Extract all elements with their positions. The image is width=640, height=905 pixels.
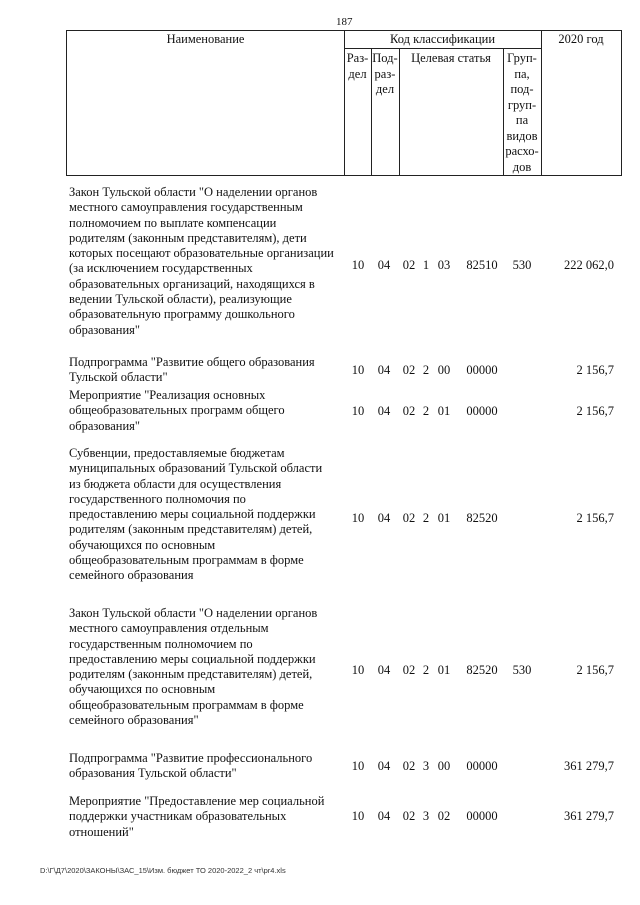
- row-name: Подпрограмма "Развитие общего образования Тульской области": [69, 355, 315, 385]
- row-razdel: 10: [351, 258, 365, 272]
- file-path-footer: D:\Г\Д7\2020\ЗАКОНЫ\ЗАС_15\Изм. бюджет ТО 2020-2022_2 чт\pr4.xls: [40, 866, 286, 875]
- row-cs4: 00000: [466, 404, 498, 418]
- row-amount: 2 156,7: [576, 663, 614, 677]
- row-razdel: 10: [351, 759, 365, 773]
- row-name: Субвенции, предоставляемые бюджетам муниципальных образований Тульской области из бюджета области для осуществления государственного полномочия по предоставлению меры социальной поддержки родителям (законным представителям) детей, обучающихся по основным общеобразовательным программам в форме семейного образования: [69, 446, 323, 583]
- row-cs1: 02: [402, 258, 416, 272]
- row-cs4: 00000: [466, 363, 498, 377]
- row-cs1: 02: [402, 809, 416, 823]
- code-header-divider: [344, 48, 541, 49]
- row-cs3: 02: [437, 809, 451, 823]
- row-cs4: 82520: [466, 663, 498, 677]
- row-cs2: 2: [422, 363, 430, 377]
- row-cs3: 01: [437, 663, 451, 677]
- header-subsection: Под- раз- дел: [372, 51, 398, 96]
- header-name: Наименование: [166, 32, 245, 46]
- row-name: Мероприятие "Реализация основных общеобразовательных программ общего образования": [69, 388, 285, 433]
- row-cs2: 3: [422, 809, 430, 823]
- header-year: 2020 год: [558, 32, 604, 46]
- row-amount: 361 279,7: [564, 809, 614, 823]
- row-vid: 530: [512, 663, 532, 677]
- row-cs1: 02: [402, 663, 416, 677]
- row-cs3: 03: [437, 258, 451, 272]
- row-podrazdel: 04: [377, 258, 391, 272]
- col-divider-year: [541, 31, 542, 175]
- row-podrazdel: 04: [377, 759, 391, 773]
- row-cs3: 01: [437, 511, 451, 525]
- row-podrazdel: 04: [377, 363, 391, 377]
- row-vid: 530: [512, 258, 532, 272]
- row-cs1: 02: [402, 404, 416, 418]
- row-cs4: 00000: [466, 809, 498, 823]
- row-cs3: 00: [437, 363, 451, 377]
- row-amount: 361 279,7: [564, 759, 614, 773]
- row-razdel: 10: [351, 511, 365, 525]
- header-target: Целевая статья: [411, 51, 491, 65]
- row-cs1: 02: [402, 759, 416, 773]
- row-name: Закон Тульской области "О наделении органов местного самоуправления государственным полномочием по выплате компенсации родителям (законным представителям), дети которых посещают образовательные организации (за исключением государственных образовательных организаций, находящихся в ведении Тульской области), реализующие образовательную программу дошкольного образования": [69, 185, 334, 337]
- row-cs2: 2: [422, 511, 430, 525]
- table-header: [66, 30, 622, 176]
- row-podrazdel: 04: [377, 809, 391, 823]
- page-number: 187: [336, 16, 353, 28]
- row-amount: 2 156,7: [576, 404, 614, 418]
- header-section: Раз- дел: [346, 51, 369, 81]
- row-cs1: 02: [402, 511, 416, 525]
- row-cs4: 00000: [466, 759, 498, 773]
- row-cs2: 3: [422, 759, 430, 773]
- row-cs2: 1: [422, 258, 430, 272]
- row-cs2: 2: [422, 404, 430, 418]
- header-group: Груп- па, под- груп- па видов расхо- дов: [505, 51, 539, 174]
- header-code: Код классификации: [389, 32, 496, 46]
- row-amount: 2 156,7: [576, 511, 614, 525]
- row-razdel: 10: [351, 809, 365, 823]
- row-cs2: 2: [422, 663, 430, 677]
- row-podrazdel: 04: [377, 511, 391, 525]
- row-razdel: 10: [351, 404, 365, 418]
- row-razdel: 10: [351, 663, 365, 677]
- row-podrazdel: 04: [377, 663, 391, 677]
- row-podrazdel: 04: [377, 404, 391, 418]
- row-amount: 222 062,0: [564, 258, 614, 272]
- row-name: Закон Тульской области "О наделении органов местного самоуправления отдельным государственным полномочием по предоставлению меры социальной поддержки родителям (законным представителям) детей, обучающихся по основным общеобразовательным программам в форме семейного образования": [69, 606, 318, 728]
- row-name: Подпрограмма "Развитие профессионального образования Тульской области": [69, 751, 313, 781]
- row-cs3: 00: [437, 759, 451, 773]
- col-divider-subsection: [399, 49, 400, 175]
- row-cs3: 01: [437, 404, 451, 418]
- row-cs1: 02: [402, 363, 416, 377]
- row-name: Мероприятие "Предоставление мер социальной поддержки участникам образовательных отношений": [69, 794, 325, 839]
- row-cs4: 82510: [466, 258, 498, 272]
- row-cs4: 82520: [466, 511, 498, 525]
- row-razdel: 10: [351, 363, 365, 377]
- row-amount: 2 156,7: [576, 363, 614, 377]
